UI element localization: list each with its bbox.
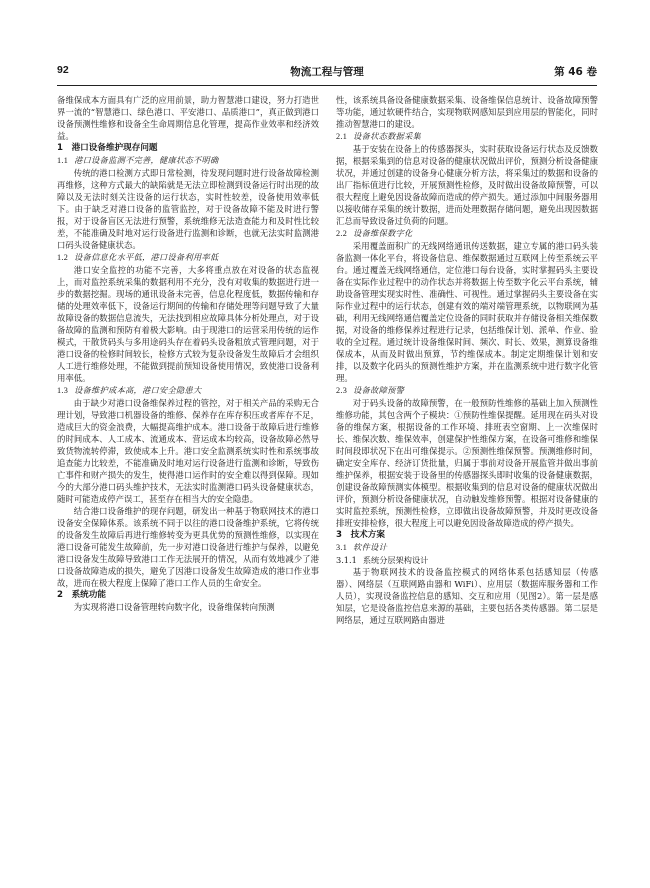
journal-title: 物流工程与管理 — [290, 66, 364, 78]
header-rule — [57, 85, 597, 86]
subsection-heading — [336, 130, 598, 143]
page-header — [57, 64, 597, 82]
subsection-number: 1.1 — [57, 156, 69, 165]
body-paragraph: 对于码头设备的故障预警，在一般预防性维修的基础上加入预测性维修功能，其包含两个子模块：①预防性维保提醒。延用现在码头对设备的维保方案，根据设备的工作环境、排班表空窗期、上一次维保时长、维保次数、维保效率，创建保护性维保方案，在设备可维修和维保时间段即状况下在出可维保提示。②预测性维保预警。预测维修时间，确定安全库存、经济订货批量，归属于事前对设备开展监管并做出事前维护保养，根据安装于设备里的传感器探头即时收集的设备健康数据，创建设备故障预测实体模型。根据收集到的信息对设备的健康状况做出评价，预测分析设备健康状况，自动触发维修预警。根据对设备健康的实时监控系统，预测性检修，立即做出设备故障预警，并及时更改设备排班安排检修，很大程度上可以避免因设备故障造成的停产损失。 — [336, 398, 598, 528]
subsection-title: 设备故障预警 — [353, 385, 405, 395]
subsection-title: 设备信息化水平低，港口设备利用率低 — [74, 252, 219, 262]
body-paragraph: 由于缺少对港口设备维保养过程的管控，对于相关产品的采购无合理计划，导致港口机器设备的维修、保养存在库存积压或者库存不足，造成巨大的资金浪费，大幅提高维护成本。港口设备于故障后进行维修的时间成本、人工成本、流通成本、营运成本均较高，设备故障必然导致货物流转停滞，致使成本上升。港口安全监测系统实时性和系统事故追查能力比较差，不能准确及时地对运行设备进行监测和诊断，导致伤亡事件和财产损失的发生，使得港口运作时的安全难以得到保障。现如今的大部分港口码头维护技术，无法实时监测港口码头设备健康状态，随时可能造成停产误工，甚至存在相当大的安全隐患。 — [57, 398, 319, 504]
body-paragraph: 传统的港口检测方式即日常检测，待发现问题时进行设备故障检测再维修，这种方式最大的缺陷就是无法立即检测到设备运行时出现的故障以及无法时刻关注设备的运行状态，实时性较差，设备使用效率低下。由于缺乏对港口设备的监管监控，对于设备故障不能及时进行警报，对于设备盲区无法进行预警，系统维修无法造查能力和及时性比较差，不能准确及时地对运行设备进行监测和诊断，也就无法实时监测港口码头设备健康状态。 — [57, 168, 319, 250]
subsection-number: 3.1 — [336, 543, 348, 552]
section-heading: 3 技术方案 — [336, 530, 385, 540]
subsection-title: 港口设备监测不完善，健康状态不明确 — [74, 155, 219, 165]
subsection-heading — [336, 384, 598, 397]
subsection-heading — [57, 154, 319, 167]
subsubsection-title: 系统分层架构设计 — [362, 555, 429, 565]
right-column — [336, 94, 598, 626]
left-column — [57, 94, 319, 613]
body-paragraph: 结合港口设备维护的现存问题，研发出一种基于物联网技术的港口设备安全保障体系。该系统不同于以往的港口设备维护系统，它将传统的设备发生故障后再进行维修转变为更具优势的预测性维修，以实现在港口设备可能发生故障前，先一步对港口设备进行维护与保养，以避免港口设备发生故障导致港口工作无法展开的情况，从而有效地减少了港口设备故障造成的损失，避免了因港口设备发生故障造成的港口作业事故，进而在极大程度上保障了港口工作人员的生命安全。 — [57, 506, 319, 588]
body-paragraph: 性，该系统具备设备健康数据采集、设备维保信息统计、设备故障预警等功能，通过软硬件结合，实现物联网感知层到应用层的智能化，同时推动智慧港口的建设。 — [336, 95, 598, 129]
page-number: 92 — [57, 64, 69, 76]
subsection-heading — [57, 251, 319, 264]
subsubsection-number: 3.1.1 — [336, 555, 357, 565]
body-paragraph: 港口安全监控的功能不完善，大多将重点放在对设备的状态监视上，而对监控系统采集的数据利用不充分，没有对收集的数据进行进一步的数据挖掘。现场的通讯设备未完善，信息化程度低，数据传输和存储的处理效率低下，设备运行期间的传输和存储处理等问题导致了大量故障设备的数据信息流失，无法找到相应故障具体分析处理点，对于设备故障的监测和预防有着极大影响。由于现港口的运营采用传统的运作模式，干散货码头与多用途码头存在着码头设备粗放式管理问题，对于港口设备的检修时间较长，检修方式较为复杂设备发生故障后才会组织人工进行维修处理，不能做到提前预知设备使用情况，致使港口设备利用率低。 — [57, 265, 319, 383]
volume-label: 第 46 卷 — [554, 66, 597, 78]
subsection-number: 1.3 — [57, 386, 69, 395]
body-paragraph: 为实现将港口设备管理转向数字化，设备维保转向预测 — [73, 602, 275, 612]
body-paragraph: 采用覆盖面积广的无线网络通讯传送数据，建立专属的港口码头装备监测一体化平台，将设备信息、维保数据通过互联网上传至系统云平台。通过覆盖无线网络通信，定位港口每台设备，实时掌握码头主要设备在实际作业过程中的动作状态并将数据上传至数字化云平台系统，辅助设备管理实现实时性、准确性、可视性。通过掌握码头主要设备在实际作业过程中的运行状态，创建有效的端对端管理系统，以物联网为基础，利用无线网络通信覆盖定位设备的同时获取并存储设备相关维保数据，对设备的维修保养过程进行记录，包括维保计划、派单、作业、验收的全过程。通过统计设备维保时间、频次、时长、效果，测算设备维保成本，从而及时做出预算，节约维保成本。制定定期维保计划和安排，以及数字化码头的预测性维护方案，并在监测系统中进行数字化管理。 — [336, 241, 598, 383]
subsection-heading — [336, 541, 598, 554]
section-heading: 1 港口设备维护现存问题 — [57, 143, 158, 153]
subsubsection-heading — [336, 554, 598, 566]
subsection-heading — [57, 384, 319, 397]
subsection-number: 1.2 — [57, 253, 69, 262]
body-paragraph: 基于安装在设备上的传感器探头，实时获取设备运行状态及反馈数据，根据采集到的信息对设备的健康状况做出评价，预测分析设备健康状况，并通过创建的设备身心健康分析方法，将采集过的数据和设备的出厂指标值进行比较，开展预测性检修，及时做出设备故障预警，可以很大程度上避免因设备故障而造成的停产损失。通过添加中间服务器用以接收储存采集的统计数据，进而处理数据存储问题，避免出现因数据汇总而导致设备过负荷的问题。 — [336, 144, 598, 226]
subsection-number: 2.3 — [336, 386, 348, 395]
subsection-title: 设备维保数字化 — [353, 228, 413, 238]
subsection-heading — [336, 227, 598, 240]
body-paragraph: 基于物联网技术的设备监控模式的网络体系包括感知层（传感器）、网络层（互联网路由器和 WiFi）、应用层（数据库服务器和工作人员），实现设备监控信息的感知、交互和应用（见图2）。第一层是感知层，它是设备监控信息来源的基础，主要包括各类传感器。第二层是网络层，通过互联网路由器进 — [336, 567, 598, 625]
subsection-number: 2.2 — [336, 229, 348, 238]
subsection-title: 设备状态数据采集 — [353, 131, 422, 141]
body-paragraph: 备维保成本方面具有广泛的应用前景，助力智慧港口建设，努力打造世界一流的“智慧港口、绿色港口、平安港口、品质港口”，真正做到港口设备预测性维修和设备全生命周期信息化管理，提高作业效率和经济效益。 — [57, 95, 319, 141]
subsection-title: 软件设计 — [353, 542, 388, 552]
subsection-number: 2.1 — [336, 132, 348, 141]
subsection-title: 设备维护成本高，港口安全隐患大 — [74, 385, 202, 395]
section-heading: 2 系统功能 — [57, 590, 106, 600]
